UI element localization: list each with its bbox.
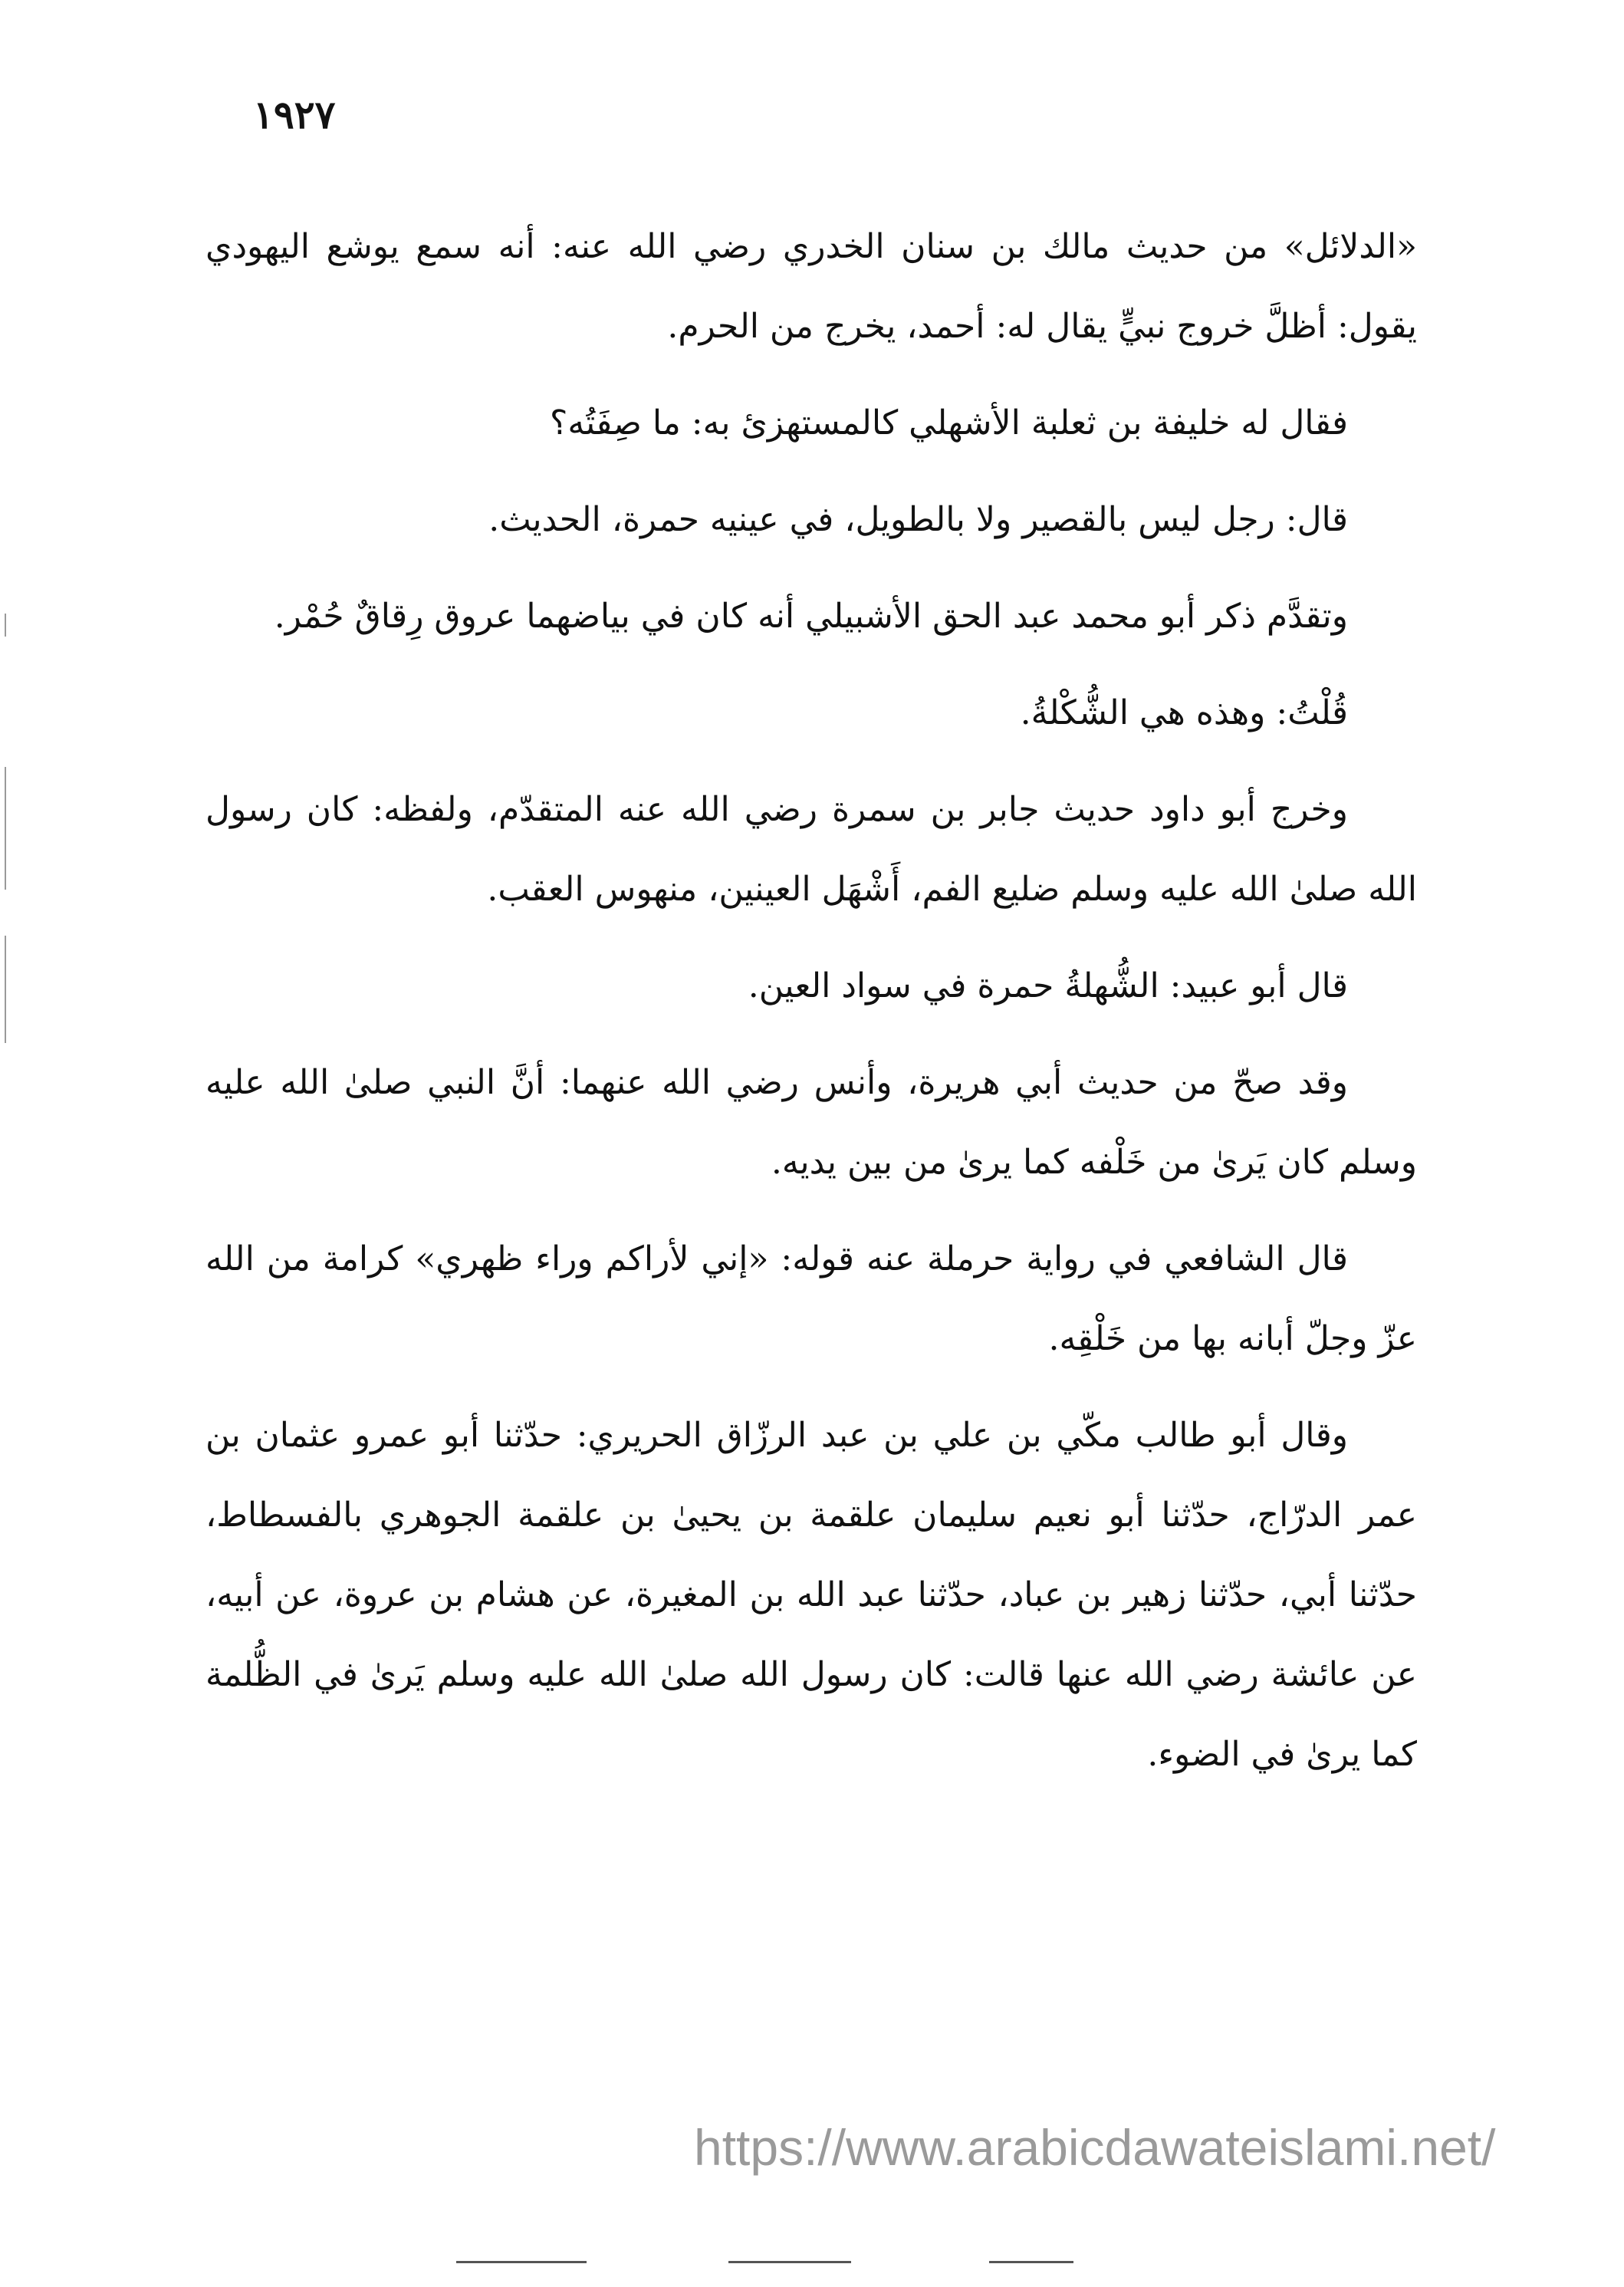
paragraph: قال: رجل ليس بالقصير ولا بالطويل، في عينيه حمرة، الحديث. [488, 500, 1348, 539]
body-text [205, 207, 1417, 1812]
scan-margin-marks [5, 614, 8, 1074]
paragraph: قال الشافعي في رواية حرملة عنه قوله: «إني لأراكم وراء ظهري» كرامة من الله عزّ وجلّ أبانه بها من خَلْقِه. [205, 1239, 1417, 1358]
paragraph: وخرج أبو داود حديث جابر بن سمرة رضي الله عنه المتقدّم، ولفظه: كان رسول الله صلىٰ الله عليه وسلم ضليع الفم، أَشْهَل العينين، منهوس العقب. [205, 790, 1417, 909]
paragraph: قُلْتُ: وهذه هي الشُّكْلةُ. [1020, 693, 1348, 732]
paragraph: فقال له خليفة بن ثعلبة الأشهلي كالمستهزئ به: ما صِفَتُه؟ [550, 403, 1348, 443]
footer-scan-lines [0, 2261, 1624, 2269]
watermark-url: https://www.arabicdawateislami.net/ [694, 2119, 1496, 2176]
paragraph: «الدلائل» من حديث مالك بن سنان الخدري رضي الله عنه: أنه سمع يوشع اليهودي يقول: أظلَّ خروج نبيٍّ يقال له: أحمد، يخرج من الحرم. [205, 227, 1417, 346]
paragraph: وقال أبو طالب مكّي بن علي بن عبد الرزّاق الحريري: حدّثنا أبو عمرو عثمان بن عمر الدرّاج، حدّثنا أبو نعيم سليمان علقمة بن يحيىٰ بن علقمة الجوهري بالفسطاط، حدّثنا أبي، حدّثنا زهير بن عباد، حدّثنا عبد الله بن المغيرة، عن هشام بن عروة، عن أبيه، عن عائشة رضي الله عنها قالت: كان رسول الله صلىٰ الله عليه وسلم يَرىٰ في الظُّلمة كما يرىٰ في الضوء. [205, 1416, 1417, 1774]
page-number: ١٩٢٧ [253, 92, 336, 137]
paragraph: قال أبو عبيد: الشُّهلةُ حمرة في سواد العين. [748, 966, 1348, 1005]
paragraph: وتقدَّم ذكر أبو محمد عبد الحق الأشبيلي أنه كان في بياضهما عروق رِقاقٌ حُمْر. [274, 597, 1348, 636]
paragraph: وقد صحّ من حديث أبي هريرة، وأنس رضي الله عنهما: أنَّ النبي صلىٰ الله عليه وسلم كان يَرىٰ من خَلْفه كما يرىٰ من بين يديه. [205, 1063, 1417, 1182]
